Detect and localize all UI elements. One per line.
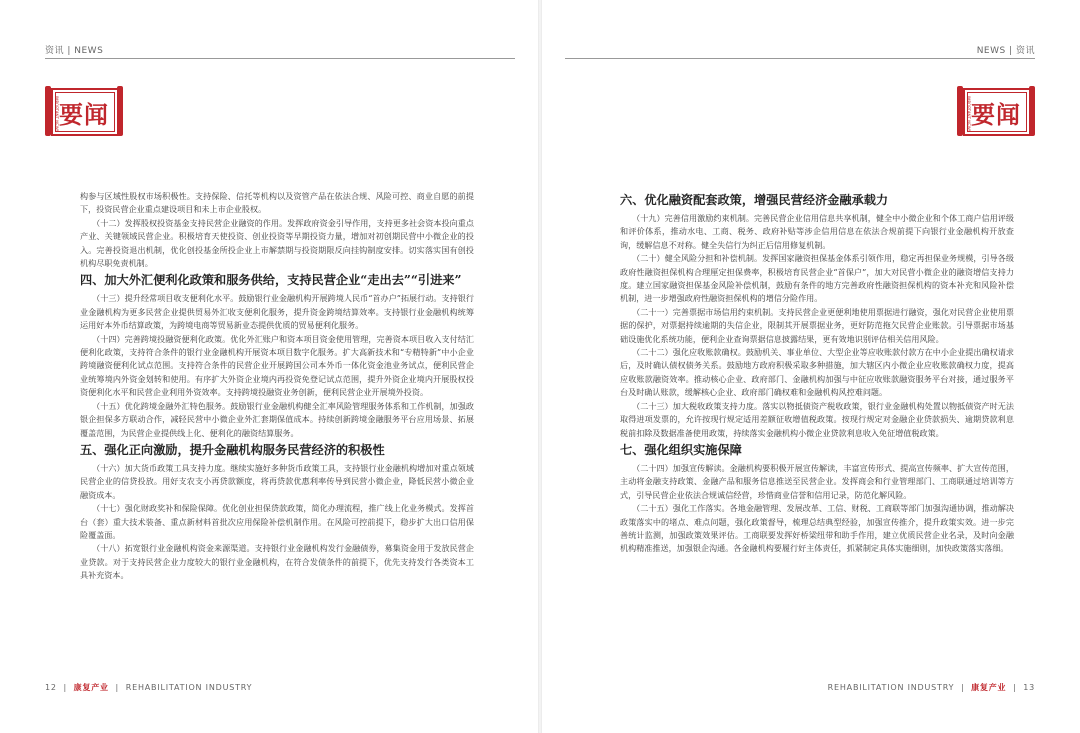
section-heading: 四、加大外汇便利化政策和服务供给，支持民营企业“走出去”“引进来” (80, 273, 462, 288)
body-paragraph: 构参与区域性股权市场积极性。支持保险、信托等机构以及资管产品在依法合规、风险可控、商业自愿的前提下，投资民营企业重点建设项目和未上市企业股权。 (80, 191, 474, 215)
body-paragraph: （十二）发挥股权投资基金支持民营企业融资的作用。发挥政府资金引导作用，支持更多社会资本投向重点产业、关键领域民营企业。积极培育天使投资、创业投资等早期投资力量，增加对初创期民营中小微企业的投入。完善投资退出机制，优化创投基金所投企业上市解禁期与投资期限反向挂钩制度安排。切实落实国有创投机构尽职免责机制。 (80, 217, 474, 269)
emblem-title: 要闻 (59, 101, 109, 129)
body-paragraph: （二十五）强化工作落实。各地金融管理、发展改革、工信、财税、工商联等部门加强沟通协调，推动解决政策落实中的堵点、难点问题，强化政策督导，梳理总结典型经验，加强宣传推介，提升政策实效。进一步完善统计监测，加强政策效果评估。工商联要发挥好桥梁纽带和助手作用，建立优质民营企业名录，及时向金融机构精准推送，加强银企沟通。各金融机构要履行好主体责任，抓紧制定具体实施细则，加快政策落实落细。 (620, 503, 1014, 554)
body-paragraph: （十九）完善信用激励约束机制。完善民营企业信用信息共享机制，健全中小微企业和个体工商户信用评级和评价体系，推动水电、工商、税务、政府补贴等涉企信用信息在依法合规前提下向银行业金融机构开放查询，缓解信息不对称。健全失信行为纠正后信用修复机制。 (620, 213, 1014, 250)
right-page (540, 0, 1080, 733)
right-footer: REHABILITATION INDUSTRY | 康复产业 | 13 (827, 683, 1035, 692)
scroll-rod-right (1029, 86, 1035, 136)
body-paragraph: （十五）优化跨境金融外汇特色服务。鼓励银行业金融机构健全汇率风险管理服务体系和工作机制，加强政银企担保多方联动合作，减轻民营中小微企业外汇套期保值成本。持续创新跨境金融服务平台应用场景、拓展覆盖范围，为民营企业提供线上化、便利化的融资结算服务。 (80, 400, 474, 438)
left-header-tag: 资讯 | NEWS (45, 46, 104, 56)
right-news-emblem (957, 86, 1035, 138)
scroll-rod-right (117, 86, 123, 136)
body-paragraph: （十四）完善跨境投融资便利化政策。优化外汇账户和资本项目资金使用管理，完善资本项目收入支付结汇便利化政策，支持符合条件的银行业金融机构开展资本项目数字化服务。扩大高新技术和“专精特新”中小企业跨境融资便利化试点范围。支持符合条件的民营企业开展跨国公司本外币一体化资金池业务试点，便利民营企业统筹境内外资金划转和使用。有序扩大外资企业境内再投资免登记试点范围，提升外资企业境内开展股权投资便利化水平和民营企业利用外资效率。支持跨境投融资业务创新，便利民营企业开展境外投资。 (80, 333, 474, 398)
body-paragraph: （二十二）强化应收账款确权。鼓励机关、事业单位、大型企业等应收账款付款方在中小企业提出确权请求后，及时确认债权债务关系。鼓励地方政府积极采取多种措施，加大辖区内小微企业应收账款确权力度，提高应收账款融资效率。推动核心企业、政府部门、金融机构加强与中征应收账款融资服务平台对接，通过服务平台及时确认账款，缓解核心企业、政府部门确权难和金融机构风控难问题。 (620, 347, 1014, 398)
section-heading: 五、强化正向激励，提升金融机构服务民营经济的积极性 (80, 442, 385, 457)
body-paragraph: （二十一）完善票据市场信用约束机制。支持民营企业更便利地使用票据进行融资，强化对民营企业使用票据的保护，对票据持续逾期的失信企业，限制其开展票据业务，更好防范拖欠民营企业账款。引导票据市场基础设施优化系统功能，便利企业查询票据信息披露结果，更有效地识别评估相关信用风险。 (620, 306, 1014, 344)
page-number: 13 (1023, 683, 1035, 692)
body-paragraph: （十八）拓宽银行业金融机构资金来源渠道。支持银行业金融机构发行金融债券，募集资金用于发放民营企业贷款。对于支持民营企业力度较大的银行业金融机构，在符合发债条件的前提下，优先支持发行各类资本工具补充资本。 (80, 543, 474, 581)
left-footer: 12 | 康复产业 | REHABILITATION INDUSTRY (45, 683, 253, 692)
body-paragraph: （十七）强化财政奖补和保险保障。优化创业担保贷款政策，简化办理流程，推广线上化业务模式。发挥首台（套）重大技术装备、重点新材料首批次应用保险补偿机制作用。在风险可控前提下，稳步扩大出口信用保险覆盖面。 (80, 503, 474, 540)
emblem-english: IMPORTANT NEWS (966, 96, 971, 133)
body-paragraph: （二十三）加大税收政策支持力度。落实以物抵债资产税收政策，银行业金融机构处置以物抵债资产时无法取得进项发票的，允许按现行规定适用差额征收增值税政策。按现行规定对金融企业贷款损失、逾期贷款利息税前扣除及数据准备使用政策，持续落实金融机构小微企业贷款利息收入免征增值税政策。 (620, 400, 1014, 438)
left-news-emblem (45, 86, 123, 138)
left-header-rule (45, 58, 515, 59)
section-heading: 六、优化融资配套政策，增强民营经济金融承载力 (620, 193, 889, 207)
right-header-rule (565, 58, 1035, 59)
body-paragraph: （二十四）加强宣传解读。金融机构要积极开展宣传解读，丰富宣传形式、提高宣传频率、扩大宣传范围，主动将金融支持政策、金融产品和服务信息推送至民营企业。发挥商会和行业管理部门、工商联通过培训等方式，引导民营企业依法合规诚信经营，珍惜商业信誉和信用记录，防范化解风险。 (620, 462, 1014, 500)
body-paragraph: （十三）提升经常项目收支便利化水平。鼓励银行业金融机构开展跨境人民币“首办户”拓展行动。支持银行业金融机构为更多民营企业提供贸易外汇收支便利化服务，提升资金跨境结算效率。支持银行业金融机构统筹运用好本外币结算政策，为跨境电商等贸易新业态提供优质的贸易便利化服务。 (80, 293, 474, 331)
right-text-column (620, 190, 1014, 556)
page-number: 12 (45, 683, 57, 692)
section-heading: 七、强化组织实施保障 (620, 442, 742, 457)
right-header-tag: NEWS | 资讯 (976, 46, 1035, 56)
body-paragraph: （二十）健全风险分担和补偿机制。发挥国家融资担保基金体系引领作用，稳定再担保业务规模，引导各级政府性融资担保机构合理厘定担保费率，积极培育民营企业“首保户”，加大对民营小微企业的融资增信支持力度。建立国家融资担保基金风险补偿机制，鼓励有条件的地方完善政府性融资担保机构的资本补充和风险补偿机制，进一步增强政府性融资担保机构的增信分险作用。 (620, 253, 1014, 304)
footer-brand: 康复产业 (73, 683, 109, 692)
emblem-title: 要闻 (971, 101, 1021, 129)
footer-brand: 康复产业 (971, 683, 1007, 692)
footer-english: REHABILITATION INDUSTRY (827, 683, 955, 692)
left-text-column (80, 190, 474, 583)
emblem-english: IMPORTANT NEWS (54, 96, 59, 133)
body-paragraph: （十六）加大货币政策工具支持力度。继续实施好多种货币政策工具，支持银行业金融机构增加对重点领域民营企业的信贷投放。用好支农支小再贷款额度，将再贷款优惠利率传导到民营小微企业，降低民营小微企业融资成本。 (80, 462, 474, 500)
footer-english: REHABILITATION INDUSTRY (125, 683, 253, 692)
